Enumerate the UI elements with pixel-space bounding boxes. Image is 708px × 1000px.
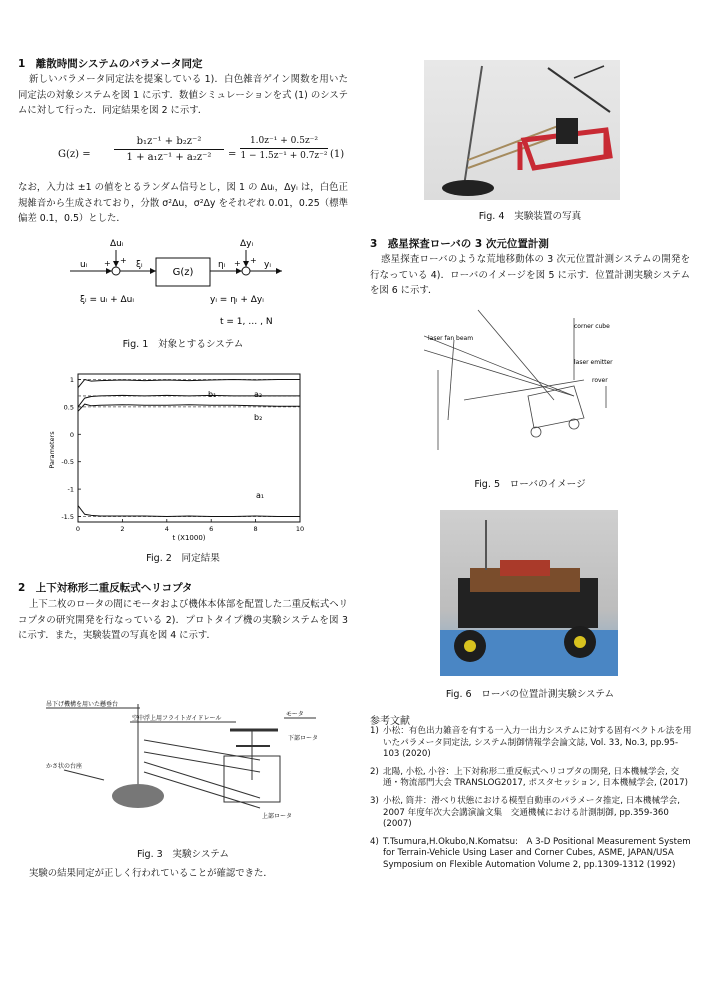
fig2-y-tick-label-1: 0.5: [63, 403, 74, 412]
fig2-label-b2: b₂: [254, 413, 263, 422]
fig2-y-tick-label-4: -1: [67, 485, 74, 494]
reference-number: 4): [370, 836, 379, 847]
fig3-label-4: 下部ロータ: [288, 735, 319, 742]
fig2-series-line-0: [78, 380, 300, 388]
fig1-plus-1: +: [104, 259, 111, 268]
fig1-eq1: ξᵢ = uᵢ + Δuᵢ: [80, 295, 134, 305]
fig4-photo-drawing: [424, 60, 620, 200]
references-list: [370, 726, 692, 872]
fig3-label-5: かさ状の台座: [46, 763, 83, 770]
fig5-label-corner: corner cube: [574, 323, 610, 330]
fig5-caption: Fig. 5 ローバのイメージ: [474, 479, 586, 490]
fraction-1-bar: [114, 149, 224, 150]
fraction-2-denominator: 1 − 1.5z⁻¹ + 0.7z⁻²: [240, 151, 328, 161]
fig2-x-tick-label-4: 8: [253, 525, 258, 533]
fig2-caption: Fig. 2 同定結果: [146, 553, 220, 564]
fig1-du-label: Δuᵢ: [110, 239, 124, 249]
reference-item: [370, 837, 692, 872]
fig1-block-diagram: [70, 236, 310, 336]
fig2-chart: [40, 370, 310, 542]
fraction-1-numerator: b₁z⁻¹ + b₂z⁻²: [136, 136, 202, 147]
reference-item: [370, 726, 692, 761]
fig5-label-laser2: laser emitter: [574, 359, 613, 366]
section-3-paragraph: 惑星探査ローバのような荒地移動体の 3 次元位置計測システムの開発を行なっている 4)．ローバのイメージを図 5 に示す．位置計測実験システムを図 6 に示す．: [370, 254, 690, 297]
fig1-caption: Fig. 1 対象とするシステム: [122, 339, 244, 350]
fraction-2: [240, 136, 328, 161]
fig2-label-a1: a₁: [256, 491, 265, 500]
section-2-conclusion: 実験の結果同定が正しく行われていることが確認できた．: [29, 868, 273, 879]
section-1-paragraph-2: なお，入力は ±1 の値をとるランダム信号とし，図 1 の Δuᵢ，Δyᵢ は，白色正規雑音から生成されており，分散 σ²Δu，σ²Δy をそれぞれ 0.01，0.25（標準偏差 0.1，0.5）とした．: [18, 182, 348, 225]
fig1-u-label: uᵢ: [80, 260, 88, 270]
fraction-1-denominator: 1 + a₁z⁻¹ + a₂z⁻²: [126, 152, 212, 163]
fig1-plus-2: +: [120, 256, 127, 265]
fig2-ylabel: Parameters: [48, 431, 56, 469]
fig3-label-6: 上部ロータ: [262, 813, 293, 820]
section-1-heading: 1 離散時間システムのパラメータ同定: [18, 58, 203, 70]
fig1-xi-label: ξᵢ: [136, 260, 143, 270]
fig3-label-2: 空中浮上用フライトガイドレール: [132, 715, 222, 722]
reference-number: 2): [370, 766, 379, 777]
fig6-photo-drawing: [440, 510, 618, 676]
references-heading: 参考文献: [370, 716, 410, 727]
fig3-label-1: 吊下げ機構を用いた懸垂台: [46, 701, 119, 708]
fig1-plus-4: +: [250, 256, 257, 265]
equation-1: [18, 136, 348, 180]
fig2-x-tick-label-0: 0: [75, 525, 81, 533]
fig2-y-tick-label-0: 1: [69, 375, 74, 384]
section-1-paragraph: 新しいパラメータ同定法を提案している 1)．白色雑音ゲイン関数を用いた同定法の対象システムを図 1 に示す．数値シミュレーションを式 (1) のシステムに対して行った．同定結果を図 2 に示す．: [18, 74, 348, 117]
fig1-block-label: G(z): [172, 267, 194, 278]
fig3-label-3: モータ: [286, 711, 304, 718]
fig4-caption: Fig. 4 実験装置の写真: [478, 211, 582, 222]
reference-text: 北陽, 小松, 小谷：上下対称形二重反転式ヘリコプタの開発, 日本機械学会, 交通・物流部門大会 TRANSLOG2017, ポスタセッション, 日本機械学会, (2017): [383, 766, 688, 789]
fig1-y-label: yᵢ: [264, 260, 271, 270]
fig2-x-tick-label-2: 4: [164, 525, 169, 533]
fraction-2-numerator: 1.0z⁻¹ + 0.5z⁻²: [249, 136, 319, 146]
fig6-caption: Fig. 6 ローバの位置計測実験システム: [445, 689, 615, 700]
fig3-drawing: [40, 700, 340, 832]
reference-number: 3): [370, 795, 379, 806]
fraction-2-bar: [240, 148, 328, 149]
reference-text: T.Tsumura,H.Okubo,N.Komatsu: A 3-D Positional Measurement System for Terrain-Vehicle Using Laser and Corner Cubes, ASME, JAPAN/USA Symposium on Flexible Automation Volume 2, pp.1309-1312 (1992): [383, 836, 691, 870]
fig1-eta-label: ηᵢ: [218, 260, 226, 270]
fig2-x-tick-label-3: 6: [209, 525, 214, 533]
reference-text: 小松：有色出力雑音を有する一入力一出力システムに対する固有ベクトル法を用いたパラメータ同定法, システム制御情報学会論文誌, Vol. 33, No.3, pp.95-103 (2020): [383, 726, 692, 760]
fig3-caption: Fig. 3 実験システム: [137, 849, 229, 860]
section-3-heading: 3 惑星探査ローバの 3 次元位置計測: [370, 238, 549, 250]
fig2-series-line-3: [78, 506, 300, 517]
equation-lhs: G(z) =: [58, 149, 91, 160]
fig2-x-tick-label-5: 10: [295, 525, 305, 533]
reference-item: [370, 767, 692, 790]
fig1-eq2: yᵢ = ηᵢ + Δyᵢ: [210, 295, 264, 305]
reference-number: 1): [370, 726, 379, 736]
fraction-1: [114, 136, 224, 163]
fig5-label-rover: rover: [592, 377, 608, 384]
fig6-photo: [440, 510, 618, 676]
fig2-y-tick-label-2: 0: [69, 430, 74, 439]
section-2-heading: 2 上下対称形二重反転式ヘリコプタ: [18, 582, 193, 594]
fig2-label-b1: b₁: [208, 390, 217, 399]
fig2-y-tick-label-5: -1.5: [61, 513, 74, 522]
reference-item: [370, 796, 692, 831]
fig1-dy-label: Δyᵢ: [240, 239, 254, 249]
fig2-y-tick-label-3: -0.5: [61, 458, 74, 467]
fig2-x-tick-label-1: 2: [120, 525, 125, 533]
section-2-paragraph: 上下二枚のロータの間にモータおよび機体本体部を配置した二重反転式ヘリコプタの研究開発を行なっている 2)．プロトタイプ機の実験システムを図 3 に示す．また，実験装置の写真を図 4 に示す．: [18, 599, 348, 642]
fig5-label-laser: laser fan beam: [428, 335, 474, 342]
fig1-range: t = 1, … , N: [220, 317, 273, 327]
equation-equals: =: [228, 149, 237, 160]
fig2-label-a2: a₂: [254, 390, 263, 399]
reference-text: 小松, 筒井：滑べり状態における模型自動車のパラメータ推定, 日本機械学会, 2007 年度年次大会講演論文集 交通機械における計測制御, pp.359-360 (2007): [383, 795, 680, 830]
fig2-xlabel: t (X1000): [172, 534, 206, 542]
fig1-plus-3: +: [234, 259, 241, 268]
fig2-series-line-2: [78, 404, 300, 411]
fig5-drawing: [424, 300, 624, 460]
fig3-base-shape: [112, 784, 164, 808]
equation-number: (1): [330, 149, 345, 160]
fig4-photo: [424, 60, 620, 200]
